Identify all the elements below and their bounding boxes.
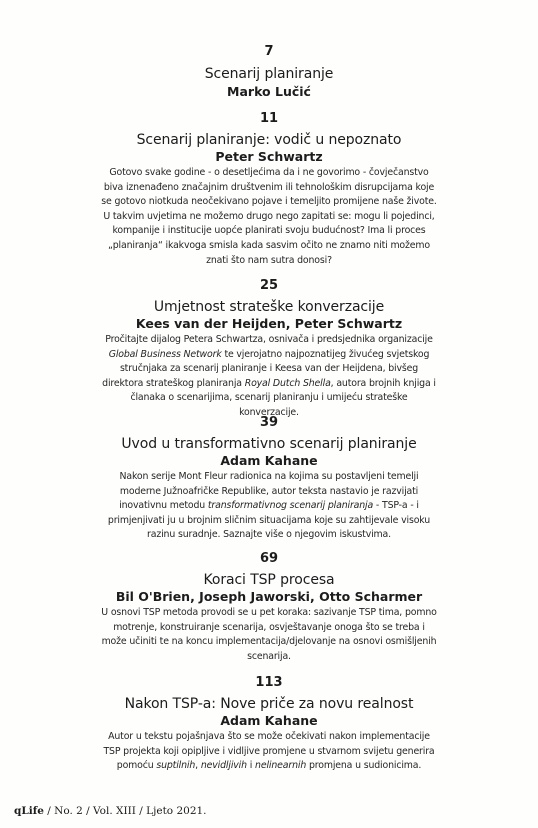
article-authors: Adam Kahane [220,453,318,468]
article-description [100,606,438,664]
page-number: 69 [259,551,279,566]
page-number: 7 [264,44,274,59]
desc-text: Autor u tekstu pojašnjava što se može očekivati nakon implementacije TSP projekta koji opipljive i vidljive promjene u stvarnom svijetu generira pomoću [103,731,435,772]
toc-entry [100,551,438,664]
article-authors: Marko Lučić [227,84,311,99]
desc-text: Gotovo svake godine - o desetljećima da i ne govorimo - čovječanstvo biva iznenađeno značajnim društvenim ili tehnološkim disrupcijama koje se gotovo niotkuda neočekivano pojave i temeljito promijene naše živote. U takvim uvjetima ne možemo drugo nego zapitati se: mogu li pojedinci, kompanije i institucije uopće planirati svoju budućnost? Ima li proces „planiranja“ ikakvoga smisla kada sasvim očito ne znamo niti možemo znati što nam sutra donosi? [101,167,437,266]
page-number: 39 [259,415,279,430]
issue-footer [14,805,207,817]
article-title: Scenarij planiranje [204,66,334,82]
desc-text: , [195,760,201,772]
desc-italic-text: suptilnih [156,760,196,772]
desc-italic-text: Global Business Network [108,348,222,360]
toc-entry [100,278,438,421]
page-number: 113 [255,675,283,690]
article-title: Koraci TSP procesa [203,572,335,588]
article-description [100,470,438,543]
page-number: 11 [259,111,279,126]
article-title: Uvod u transformativno scenarij planiranje [121,436,417,452]
desc-text: promjena u sudionicima. [306,760,422,772]
desc-text: te vjerojatno najpoznatijeg živućeg svjetskog stručnjaka za scenarij planiranje i Keesa van der Heijdena, bivšeg direktora strateškog planiranja [102,348,430,389]
desc-text: , autora brojnih knjiga i članaka o scenarijima, scenarij planiranju i umijeću strateške konverzacije. [130,377,436,418]
desc-italic-text: Royal Dutch Shella [244,377,331,389]
article-authors: Peter Schwartz [215,149,323,164]
page-number: 25 [259,278,279,293]
desc-text: i [246,760,256,772]
article-authors: Kees van der Heijden, Peter Schwartz [135,316,403,331]
desc-text: Pročitajte dijalog Petera Schwartza, osnivača i predsjednika organizacije [105,334,433,345]
desc-text: - TSP-a - i primjenjivati ju u brojnim sličnim situacijama koje su zahtijevale visoku razinu suradnje. Saznajte više o njegovim iskustvima. [107,500,431,541]
desc-italic-text: nevidljivih [200,760,247,772]
desc-text: Nakon serije Mont Fleur radionica na kojima su postavljeni temelji moderne Južnoafričke Republike, autor teksta nastavio je razvijati inovativnu metodu [119,471,419,512]
toc-entry [100,44,438,100]
article-title: Scenarij planiranje: vodič u nepoznato [136,132,402,148]
toc-entry [100,675,438,774]
article-description [100,166,438,268]
article-description [100,730,438,774]
toc-entry [100,111,438,268]
article-title: Umjetnost strateške konverzacije [153,299,385,315]
toc-entry [100,415,438,543]
desc-italic-text: transformativnog scenarij planiranja [207,500,374,512]
article-authors: Adam Kahane [220,713,318,728]
article-title: Nakon TSP-a: Nove priče za novu realnost [124,696,414,712]
desc-italic-text: nelinearnih [255,760,307,772]
article-authors: Bil O'Brien, Joseph Jaworski, Otto Scharmer [115,589,423,604]
article-description [100,333,438,421]
issue-info: / No. 2 / Vol. XIII / Ljeto 2021. [43,805,207,817]
desc-text: U osnovi TSP metoda provodi se u pet koraka: sazivanje TSP tima, pomno motrenje, konstruiranje scenarija, osvještavanje onoga što se treba i može učiniti te na koncu implementacija/djelovanje na osnovi osmišljenih scenarija. [101,607,437,662]
magazine-brand: qLife [14,805,44,817]
